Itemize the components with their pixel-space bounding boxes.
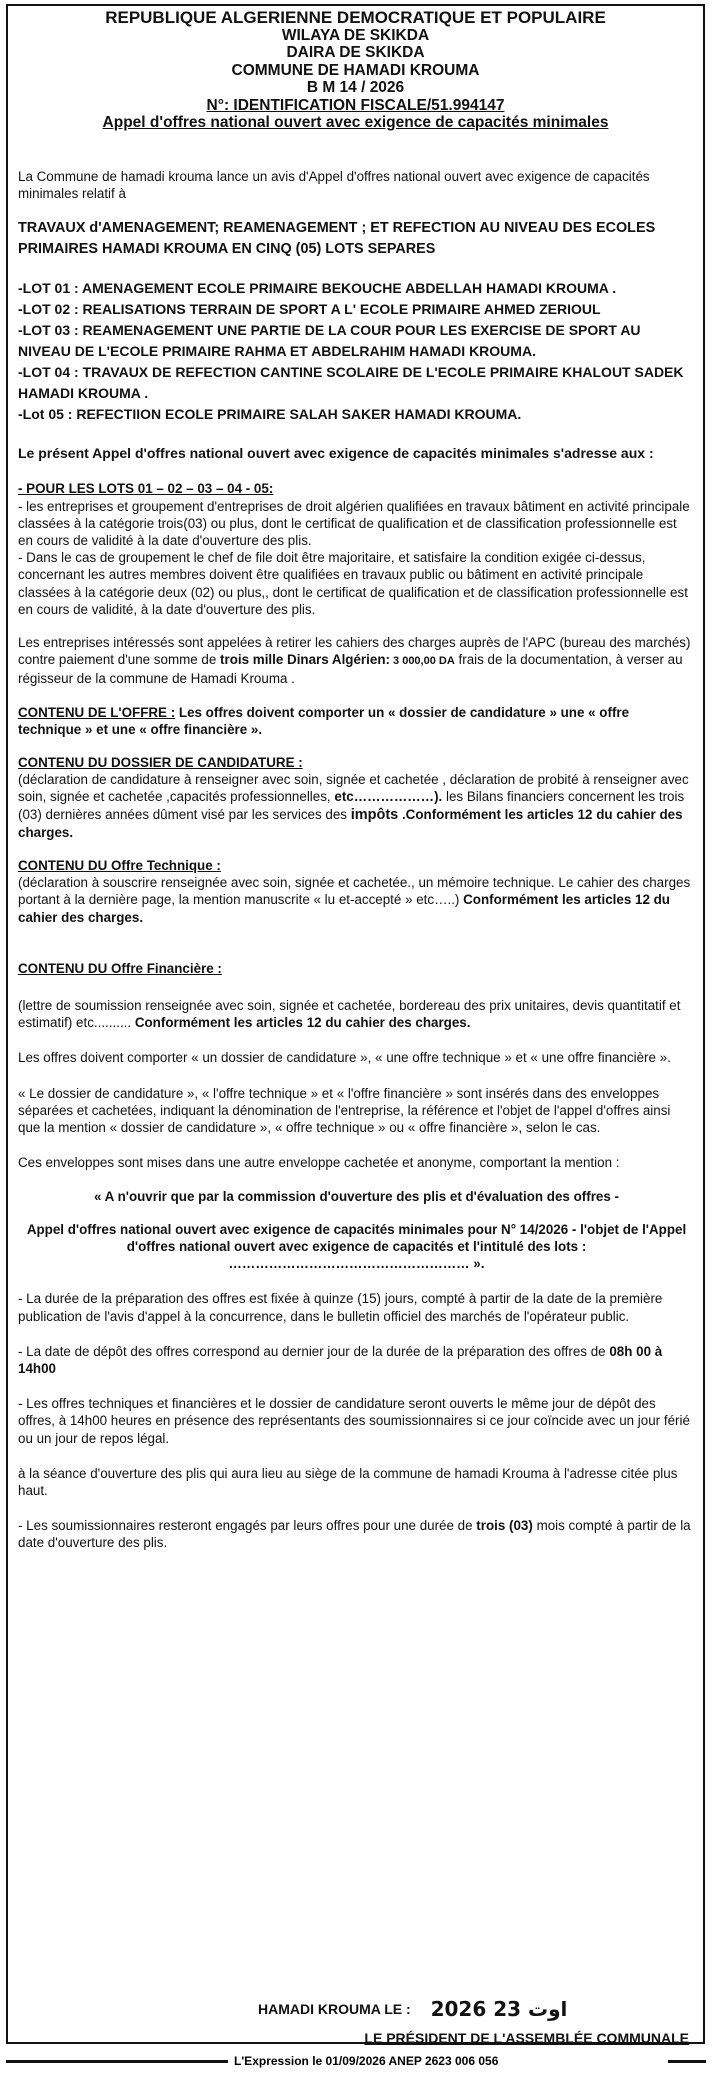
candidature-heading: CONTENU DU DOSSIER DE CANDIDATURE :: [18, 755, 303, 771]
signature-place-date: [258, 1997, 698, 2021]
notice-header: [8, 6, 703, 132]
eligibility-intro: Le présent Appel d'offres national ouvert avec exigence de capacités minimales s'adresse aux :: [18, 445, 654, 462]
lot-item: -LOT 01 : AMENAGEMENT ECOLE PRIMAIRE BEKOUCHE ABDELLAH HAMADI KROUMA .: [18, 280, 617, 297]
eligibility-paragraph: - Dans le cas de groupement le chef de file doit être majoritaire, et satisfaire la condition exigée ci-dessus, concernant les autres membres doivent être qualifiées en travaux public ou bâtiment en activité principale classées à la catégorie deux (02) ou plus,, dont le certificat de qualification et de classification professionnelle est en cours de validité, à la date d'ouverture des plis.: [18, 550, 688, 617]
wilaya-line: WILAYA DE SKIKDA: [281, 26, 430, 44]
eligibility-paragraph: - les entreprises et groupement d'entreprises de droit algérien qualifiées en travaux bâtiment en activité principale classées à la catégorie trois(03) ou plus, dont le certificat de qualification et de classification professionnelle est en cours de validité à la date d'ouverture des plis.: [18, 498, 690, 549]
fee-amount-words: trois mille Dinars Algérien:: [220, 652, 390, 668]
technical-heading: CONTENU DU Offre Technique :: [18, 858, 221, 874]
mention-object: Appel d'offres national ouvert avec exigence de capacités minimales pour N° 14/2026 - l'objet de l'Appel d'offres national ouvert avec exigence de capacités et l'intitulé des lots : ……………………………………………… ».: [26, 1221, 687, 1272]
notice-body: [18, 168, 695, 1552]
lot-item: -LOT 03 : REAMENAGEMENT UNE PARTIE DE LA COUR POUR LES EXERCISE DE SPORT AU NIVEAU DE L'ECOLE PRIMAIRE RAHMA ET ABDELRAHIM HAMADI KROUMA.: [18, 322, 641, 360]
deposit-paragraph: - La date de dépôt des offres correspond au dernier jour de la durée de la préparation des offres de 08h 00 à 14h00: [18, 1343, 663, 1376]
footer-rule-left: [6, 2060, 228, 2063]
financial-paragraph: (lettre de soumission renseignée avec soin, signée et cachetée, bordereau des prix unitaires, devis quantitatif et estimatif) etc.......... Conformément les articles 12 du cahier des charges.: [18, 998, 681, 1031]
fee-amount-number: 3 000,00 DA: [389, 655, 455, 668]
daira-line: DAIRA DE SKIKDA: [286, 44, 425, 61]
signature-date: 2026 اوت 23: [430, 1997, 568, 2021]
lot-item: -LOT 04 : TRAVAUX DE REFECTION CANTINE SCOLAIRE DE L'ECOLE PRIMAIRE KHALOUT SADEK HAMADI KROUMA .: [18, 364, 684, 402]
envelopes-paragraph: « Le dossier de candidature », « l'offre technique » et « l'offre financière » sont insérés dans des enveloppes séparées et cachetées, indiquant la dénomination de l'entreprise, la référence et l'objet de l'appel d'offres ainsi que la mention « dossier de candidature », « offre technique » ou « offre financière », selon le cas.: [18, 1085, 671, 1136]
publication-footer: [0, 2053, 713, 2069]
lot-item: -LOT 02 : REALISATIONS TERRAIN DE SPORT A L' ECOLE PRIMAIRE AHMED ZERIOUL: [18, 301, 601, 318]
republic-title: REPUBLIQUE ALGERIENNE DEMOCRATIQUE ET POPULAIRE: [105, 8, 606, 27]
duration-paragraph: - La durée de la préparation des offres est fixée à quinze (15) jours, compté à partir de la date de la première publication de l'avis d'appel à la concurrence, dans le bulletin officiel des marchés de l'opérateur public.: [18, 1291, 663, 1324]
offer-content-paragraph: CONTENU DE L'OFFRE : Les offres doivent comporter un « dossier de candidature » une « offre technique » et une « offre financière ».: [18, 704, 630, 737]
fiscal-id-line: N°: IDENTIFICATION FISCALE/51.994147: [206, 96, 505, 114]
envelopes-paragraph: Ces enveloppes sont mises dans une autre enveloppe cachetée et anonyme, comportant la mention :: [18, 1155, 620, 1171]
footer-publication-info: L'Expression le 01/09/2026 ANEP 2623 006 056: [234, 2054, 499, 2068]
tender-notice: [6, 4, 705, 2044]
mention-line: « A n'ouvrir que par la commission d'ouverture des plis et d'évaluation des offres -: [94, 1188, 619, 1204]
fees-paragraph: Les entreprises intéressés sont appelées à retirer les cahiers des charges auprès de l'APC (bureau des marchés) contre paiement d'une somme de trois mille Dinars Algérien: 3 000,00 DA frais de la documentation, à verser au régisseur de la commune de Hamadi Krouma .: [18, 635, 691, 687]
technical-paragraph: (déclaration à souscrire renseignée avec soin, signée et cachetée., un mémoire technique. Le cahier des charges portant à la dernière page, la mention manuscrite « lu et-accepté » etc…..) Conformément les articles 12 du cahier des charges.: [18, 875, 691, 925]
footer-rule-right: [668, 2060, 706, 2063]
commitment-paragraph: - Les soumissionnaires resteront engagés par leurs offres pour une durée de trois (03) mois compté à partir de la date d'ouverture des plis.: [18, 1518, 691, 1551]
lots-heading: - POUR LES LOTS 01 – 02 – 03 – 04 - 05:: [18, 481, 274, 497]
financial-heading: CONTENU DU Offre Financière :: [18, 960, 222, 976]
tender-object: TRAVAUX d'AMENAGEMENT; REAMENAGEMENT ; ET REFECTION AU NIVEAU DES ECOLES PRIMAIRES HAMADI KROUMA EN CINQ (05) LOTS SEPARES: [18, 220, 656, 258]
tender-type-line: Appel d'offres national ouvert avec exigence de capacités minimales: [102, 114, 609, 131]
candidature-paragraph: (déclaration de candidature à renseigner avec soin, signée et cachetée , déclaration de probité à renseigner avec soin, signée et cachetée ,capacités professionnelles, etc………………). les Bilans financiers concernent les trois (03) dernières années dûment visé par les services des impôts .Conformément les articles 12 du cahier des charges.: [18, 772, 689, 840]
reference-line: B M 14 / 2026: [306, 79, 405, 96]
offer-content-heading: CONTENU DE L'OFFRE :: [18, 704, 176, 720]
envelopes-paragraph: Les offres doivent comporter « un dossier de candidature », « une offre technique » et « une offre financière ».: [18, 1050, 671, 1066]
opening-paragraph: - Les offres techniques et financières et le dossier de candidature seront ouverts le même jour de dépôt des offres, à 14h00 heures en présence des représentants des soumissionnaires si ce jour coïncide avec un jour férié ou un jour de repos légal.: [18, 1396, 690, 1446]
signature-place: HAMADI KROUMA LE :: [258, 2001, 411, 2017]
president-title: LE PRÉSIDENT DE L'ASSEMBLÉE COMMUNALE: [364, 2030, 689, 2046]
intro-paragraph: La Commune de hamadi krouma lance un avis d'Appel d'offres national ouvert avec exigence de capacités minimales relatif à: [18, 169, 650, 202]
commune-line: COMMUNE DE HAMADI KROUMA: [231, 61, 480, 79]
opening-paragraph: à la séance d'ouverture des plis qui aura lieu au siège de la commune de hamadi Krouma à l'adresse citée plus haut.: [18, 1465, 678, 1498]
lot-item: -Lot 05 : REFECTIION ECOLE PRIMAIRE SALAH SAKER HAMADI KROUMA.: [18, 406, 522, 423]
